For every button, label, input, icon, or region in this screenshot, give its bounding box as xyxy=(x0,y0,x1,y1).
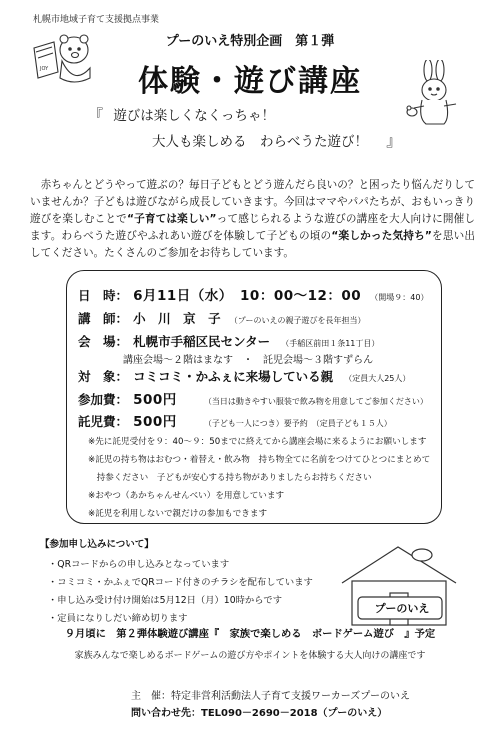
intro-paragraph xyxy=(30,177,475,262)
tagline-text-2: 大人も楽しめる わらべうた遊び！ xyxy=(152,134,368,150)
host-organization: 主 催：特定非営利活動法人子育て支援ワーカーズプーのいえ xyxy=(131,691,410,702)
application-item: ・定員になりしだい締め切ります xyxy=(48,613,188,624)
application-heading: 【参加申し込みについて】 xyxy=(40,539,154,550)
lecturer-note: （プーのいえの親子遊びを長年担当） xyxy=(229,316,366,325)
venue-row xyxy=(78,331,379,350)
event-title: 体験・遊び講座 xyxy=(138,64,362,99)
date-value: 6月11日（水） 10：00～12：00 xyxy=(133,288,362,304)
venue-value: 札幌市手稲区民センター xyxy=(133,334,271,349)
book-label: JOY xyxy=(40,66,49,72)
fee-note: （当日は動きやすい服装で飲み物を用意してご参加ください） xyxy=(203,397,428,406)
target-row xyxy=(78,366,410,385)
venue-address: （手稲区前田１条11丁目） xyxy=(281,339,380,348)
intro-text-3: を思い出してください。たくさんのご参加をお待ちしています。 xyxy=(30,230,475,259)
childcare-note: （子ども一人につき）要予約 （定員子ども１５人） xyxy=(203,419,392,428)
intro-text-1: 赤ちゃんとどうやって遊ぶの？毎日子どもとどう遊んだら良いの？と困ったり悩んだりしていませんか？子どもは遊びながら成長していきます。今回はママやパパたちが、おもいっきり遊びを楽しむことで xyxy=(30,179,475,225)
intro-text-2: って感じられるような遊びの講座を大人向けに開催します。わらべうた遊びやふれあい遊びを体験して子どもの頃の xyxy=(30,213,475,242)
tagline-line-1 xyxy=(88,104,275,125)
fee-value: 500円 xyxy=(133,392,177,408)
note-item: ※先に託児受付を９：40～９：50までに終えてから講座会場に来るようにお願いします xyxy=(88,437,427,447)
target-note: （定員大人25人） xyxy=(344,374,411,383)
event-subtitle: プーのいえ特別企画 第１弾 xyxy=(165,34,335,49)
note-item: 持参ください 子どもが安心する持ち物がありましたらお持ちください xyxy=(88,473,372,483)
intro-emphasis-2: “楽しかった気持ち” xyxy=(331,230,432,242)
childcare-value: 500円 xyxy=(133,414,177,430)
organization-label: 札幌市地域子育て支援拠点事業 xyxy=(33,15,160,25)
application-item: ・申し込み受け付け開始は5月12日（月）10時からです xyxy=(48,595,283,606)
childcare-row xyxy=(78,410,392,430)
date-row xyxy=(78,284,428,304)
house-sign: プーのいえ xyxy=(374,602,430,615)
note-item: ※おやつ（あかちゃんせんべい）を用意しています xyxy=(88,491,285,501)
quote-close-mark: 』 xyxy=(386,132,402,150)
venue-label: 会 場： xyxy=(78,334,129,349)
target-label: 対 象： xyxy=(78,369,129,384)
next-event-announcement: ９月頃に 第２弾体験遊び講座『 家族で楽しめる ボードゲーム遊び 』予定 xyxy=(64,628,436,640)
tagline-line-2 xyxy=(152,130,401,151)
venue-rooms: 講座会場～２階はまなす ・ 託児会場～３階すずらん xyxy=(123,355,374,366)
date-note: （開場９：40） xyxy=(370,293,429,302)
fee-label: 参加費： xyxy=(78,392,129,407)
intro-emphasis-1: “子育ては楽しい” xyxy=(126,213,217,225)
tagline-text-1: 遊びは楽しくなくっちゃ！ xyxy=(113,108,276,124)
lecturer-value: 小 川 京 子 xyxy=(133,311,221,326)
note-item: ※託児の持ち物はおむつ・着替え・飲み物 持ち物全てに名前をつけてひとつにまとめて xyxy=(88,455,431,465)
lecturer-row xyxy=(78,308,365,327)
target-value: コミコミ・かふぇに来場している親 xyxy=(133,369,334,384)
note-item: ※託児を利用しないで親だけの参加もできます xyxy=(88,509,268,519)
contact-info: 問い合わせ先：TEL090－2690－2018（プーのいえ） xyxy=(131,708,388,719)
fee-row xyxy=(78,388,428,408)
date-label: 日 時： xyxy=(78,288,129,303)
application-item: ・コミコミ・かふぇでQRコード付きのチラシを配布しています xyxy=(48,577,313,588)
application-item: ・QRコードからの申し込みとなっています xyxy=(48,559,230,570)
childcare-label: 託児費： xyxy=(78,414,129,429)
quote-open-mark: 『 xyxy=(88,106,104,124)
next-event-description: 家族みんなで楽しめるボードゲームの遊び方やポイントを体験する大人向けの講座です xyxy=(74,651,426,661)
lecturer-label: 講 師： xyxy=(78,311,129,326)
